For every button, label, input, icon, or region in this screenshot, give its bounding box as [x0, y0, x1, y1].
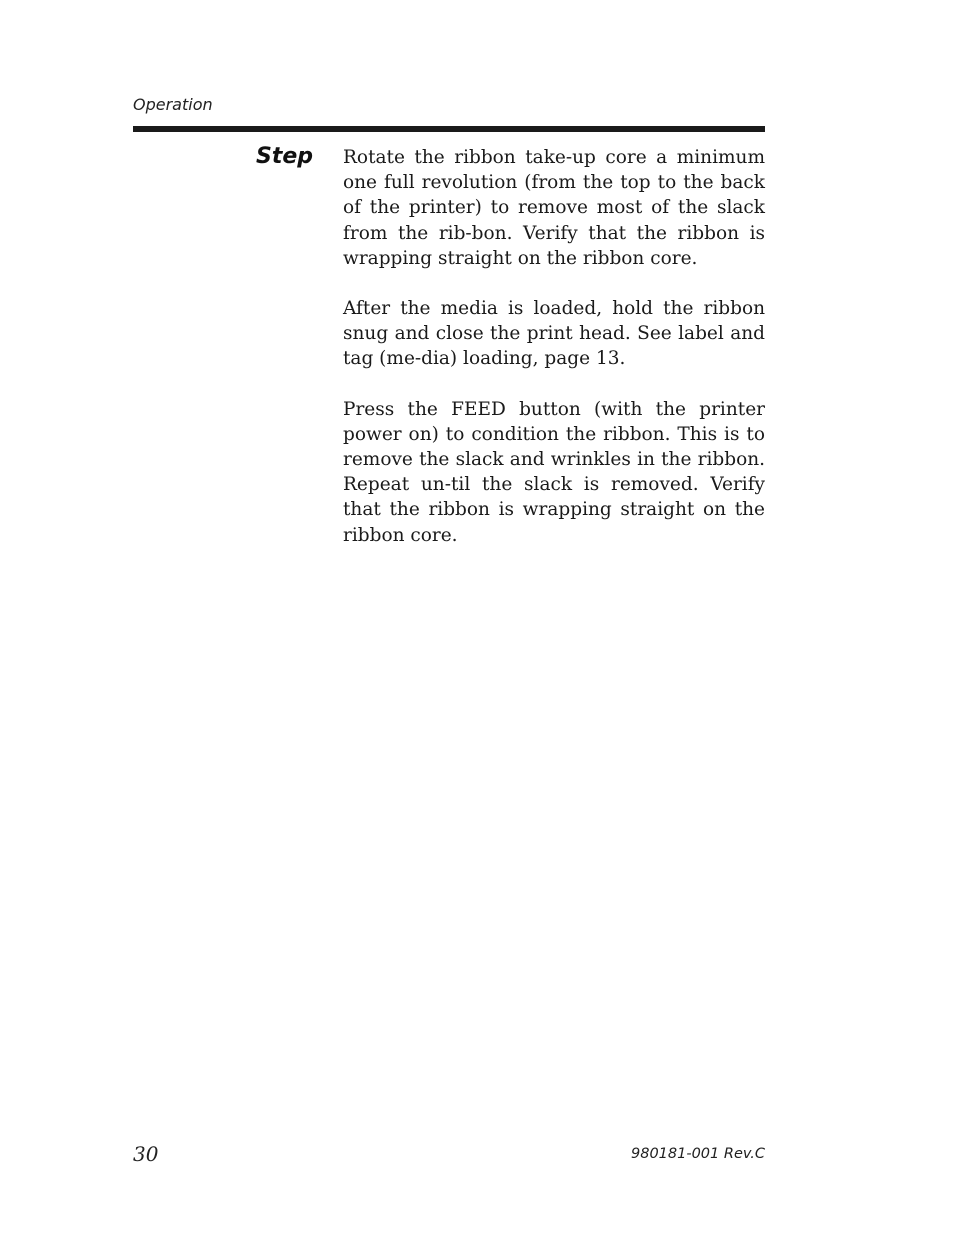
step-paragraph-1: Rotate the ribbon take-up core a minimum one full revolution (from the top to the back of the printer) to remove most of the slack from the rib-bon. Verify that the ribbon is wrapping straight on the ribbon core.: [343, 147, 765, 269]
page-number: 30: [133, 1142, 159, 1166]
step-label: Step: [256, 144, 314, 169]
step-paragraph-3: Press the FEED button (with the printer power on) to condition the ribbon. This is to remove the slack and wrinkles in the ribbon. Repeat un-til the slack is removed. Verify that the ribbon is wrapping straight on the ribbon core.: [343, 398, 765, 546]
section-header: Operation: [133, 95, 213, 114]
step-paragraph-2: After the media is loaded, hold the ribbon snug and close the print head. See label and tag (me-dia) loading, page 13.: [343, 298, 765, 370]
header-rule: [133, 126, 765, 132]
step-body: [343, 145, 765, 573]
document-id: 980181-001 Rev.C: [631, 1146, 765, 1162]
